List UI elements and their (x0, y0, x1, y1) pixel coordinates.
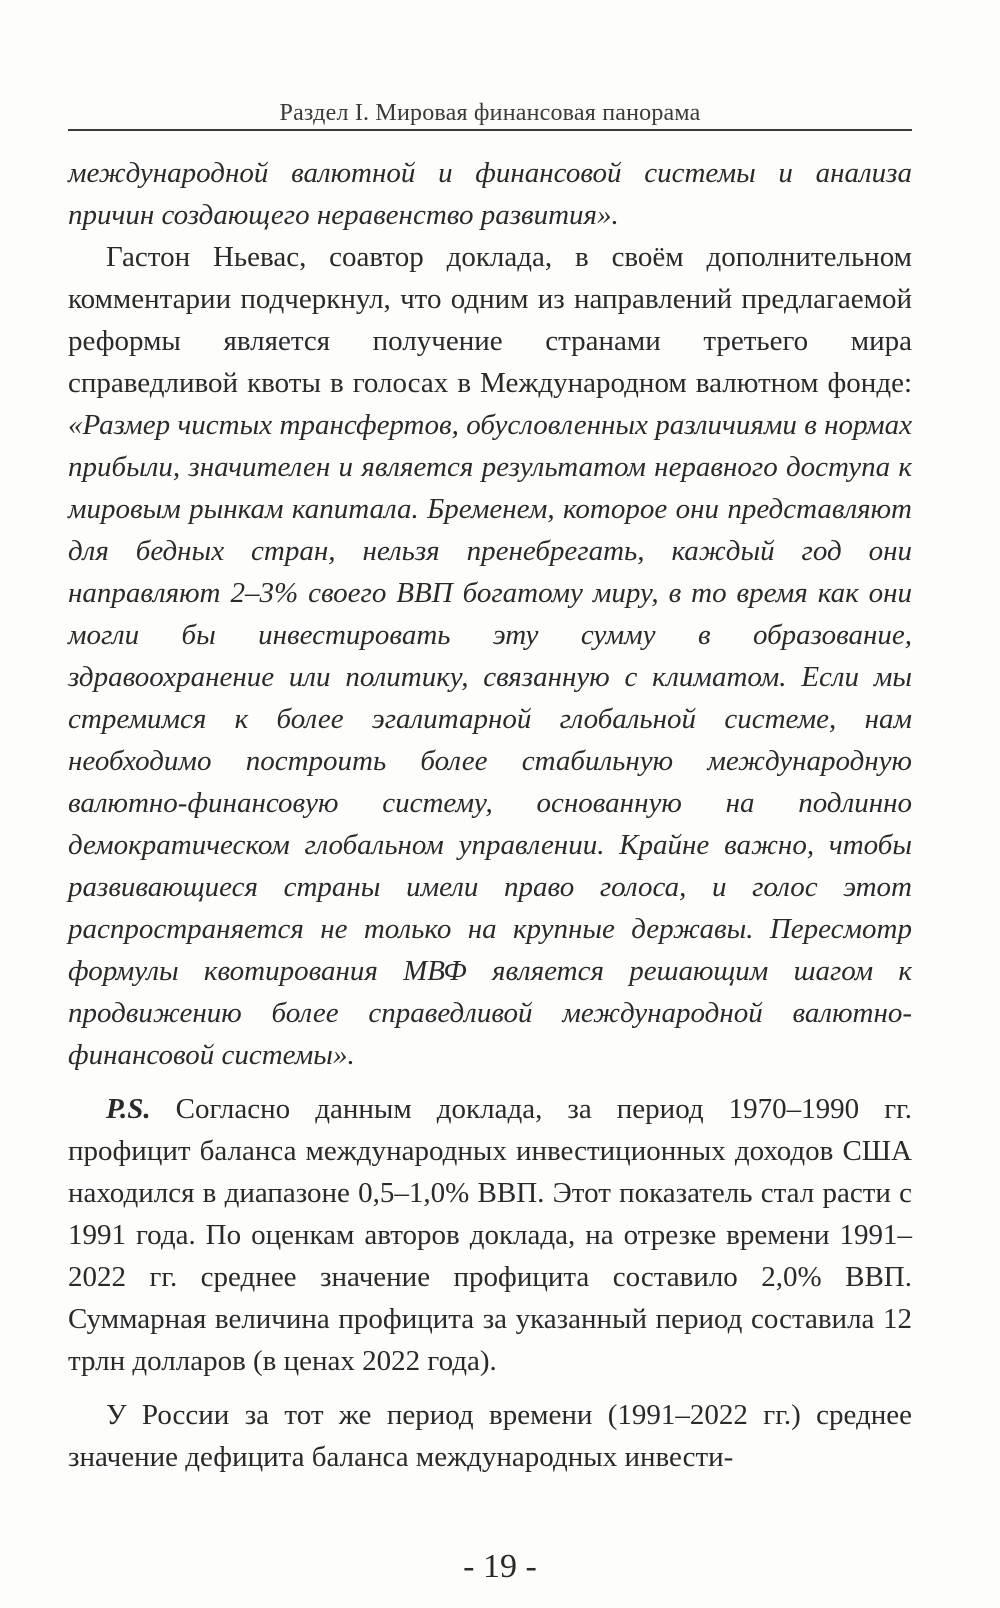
paragraph-ps (68, 1088, 912, 1382)
running-header: Раздел I. Мировая финансовая панорама (279, 100, 701, 126)
page-body (68, 152, 912, 1478)
ps-text: Согласно данным доклада, за период 1970–1990 гг. профицит баланса международных инвестиционных доходов США находился в диапазоне 0,5–1,0% ВВП. Этот показатель стал расти с 1991 года. По оценкам авторов доклада, на отрезке времени 1991–2022 гг. среднее значение профицита составило 2,0% ВВП. Суммарная величина профицита за указанный период составила 12 трлн долларов (в ценах 2022 года). (68, 1093, 912, 1377)
ps-label: P.S. (106, 1093, 151, 1125)
paragraph-nievas (68, 236, 912, 1076)
paragraph-quote-end (68, 152, 912, 236)
nievas-intro: Гастон Ньевас, соавтор доклада, в своём дополнительном комментарии подчеркнул, что одним из направлений предлагаемой реформы является получение странами третьего мира справедливой квоты в голосах в Международном валютном фонде: (68, 241, 912, 399)
paragraph-russia (68, 1394, 912, 1478)
header-rule (68, 129, 912, 131)
russia-text: У России за тот же период времени (1991–2022 гг.) среднее значение дефицита баланса международных инвести- (68, 1399, 912, 1473)
page-number: - 19 - (463, 1548, 537, 1585)
nievas-quote: «Размер чистых трансфертов, обусловленных различиями в нормах прибыли, значителен и является результатом неравного доступа к мировым рынкам капитала. Бременем, которое они представляют для бедных стран, нельзя пренебрегать, каждый год они направляют 2–3% своего ВВП богатому миру, в то время как они могли бы инвестировать эту сумму в образование, здравоохранение или политику, связанную с климатом. Если мы стремимся к более эгалитарной глобальной системе, нам необходимо построить более стабильную международную валютно-финансовую систему, основанную на подлинно демократическом глобальном управлении. Крайне важно, чтобы развивающиеся страны имели право голоса, и голос этот распространяется не только на крупные державы. Пересмотр формулы квотирования МВФ является решающим шагом к продвижению более справедливой международной валютно-финансовой системы». (68, 409, 912, 1071)
quote-continuation: международной валютной и финансовой системы и анализа причин создающего неравенство развития». (68, 157, 912, 231)
